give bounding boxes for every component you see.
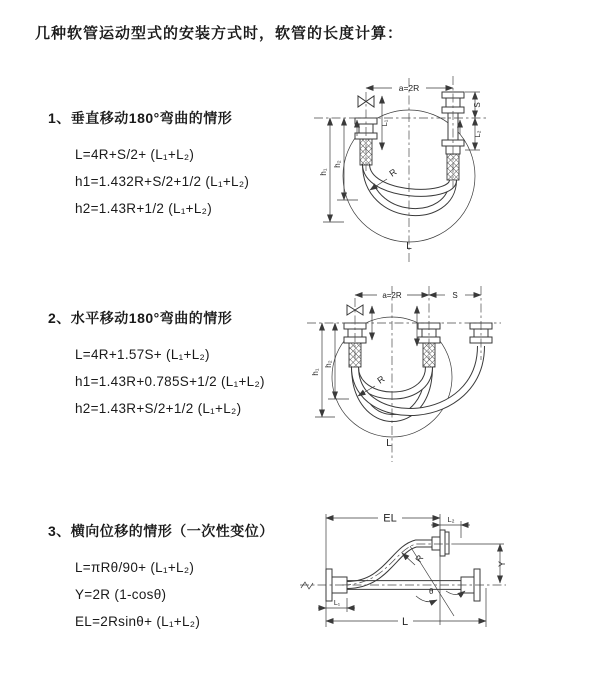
page-title: 几种软管运动型式的安装方式时，软管的长度计算： xyxy=(35,25,404,42)
dim-label-span: a=2R xyxy=(398,83,420,93)
hose-positions xyxy=(355,346,481,418)
formula-h1: h1=1.432R+S/2+1/2 (L₁+L₂) xyxy=(75,174,250,189)
section-vertical-move xyxy=(48,108,249,222)
dim-label-h1: h₁ xyxy=(311,368,320,376)
formula-h2: h2=1.43R+S/2+1/2 (L₁+L₂) xyxy=(75,401,242,416)
dim-label-radius: R xyxy=(387,166,399,179)
dim-label-h1: h₁ xyxy=(319,168,328,176)
dim-label-length: L xyxy=(386,438,392,449)
dim-label-length: L xyxy=(401,616,409,628)
dim-label-l1: L₁ xyxy=(333,600,341,607)
diagram-lateral-displacement xyxy=(298,488,600,648)
diagram-horizontal-move-180-bend xyxy=(305,280,600,475)
dim-label-l2: L₂ xyxy=(473,130,482,138)
dim-label-h2: h₂ xyxy=(333,160,342,168)
dim-label-s: S xyxy=(452,291,458,300)
flange-displaced-end xyxy=(432,530,449,556)
dim-label-h2: h₂ xyxy=(324,360,333,368)
section-2-formulas xyxy=(75,341,265,422)
dim-label-radius: R xyxy=(375,373,387,386)
dim-label-length: L xyxy=(406,241,412,252)
section-1-heading: 1、垂直移动180°弯曲的情形 xyxy=(48,110,233,126)
dim-label-l2: L₂ xyxy=(447,515,455,524)
formula-L: L=4R+1.57S+ (L₁+L₂) xyxy=(75,347,210,362)
dim-label-l1: L₁ xyxy=(380,119,389,127)
dim-label-el: EL xyxy=(383,512,397,525)
formula-L: L=πRθ/90+ (L₁+L₂) xyxy=(75,560,195,575)
dimensions xyxy=(311,291,481,449)
section-horizontal-move xyxy=(48,308,265,422)
section-3-heading: 3、横向位移的情形（一次性变位） xyxy=(48,523,274,539)
dim-label-radius: R xyxy=(413,553,426,565)
dim-label-s: S xyxy=(473,102,482,108)
section-1-formulas xyxy=(75,141,249,222)
hose-positions xyxy=(366,164,453,212)
section-2-heading: 2、水平移动180°弯曲的情形 xyxy=(48,310,233,326)
formula-Y: Y=2R (1-cosθ) xyxy=(75,587,167,602)
dim-label-span: a=2R xyxy=(382,291,402,300)
formula-L: L=4R+S/2+ (L₁+L₂) xyxy=(75,147,195,162)
section-3-formulas xyxy=(75,554,274,635)
formula-h2: h2=1.43R+1/2 (L₁+L₂) xyxy=(75,201,213,216)
formula-h1: h1=1.43R+0.785S+1/2 (L₁+L₂) xyxy=(75,374,265,389)
pipe-break-mark xyxy=(301,582,313,589)
diagram-vertical-move-180-bend xyxy=(312,72,590,272)
angle-label-theta: θ xyxy=(429,587,434,596)
formula-EL: EL=2Rsinθ+ (L₁+L₂) xyxy=(75,614,201,629)
section-lateral-displacement xyxy=(48,521,274,635)
dim-label-y: Y xyxy=(497,560,507,568)
